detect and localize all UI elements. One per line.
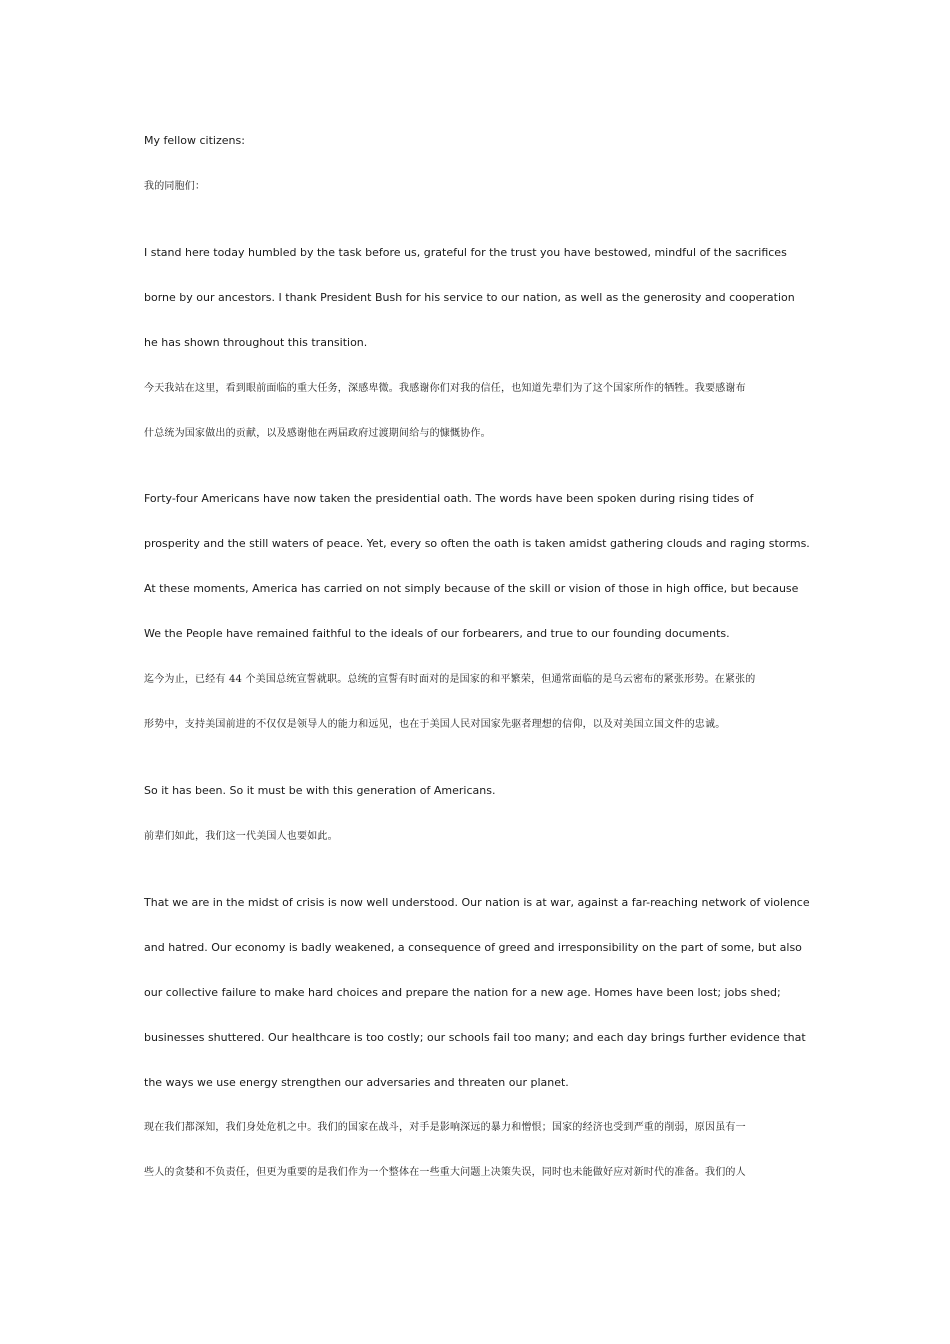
- text-line-p1-en-3: he has shown throughout this transition.: [144, 336, 368, 349]
- text-line-p2-en-4: We the People have remained faithful to the ideals of our forbearers, and true to our founding documents.: [144, 627, 730, 640]
- text-line-p2-en-2: prosperity and the still waters of peace. Yet, every so often the oath is taken amidst gathering clouds and raging storms.: [144, 537, 810, 550]
- text-line-p2-en-3: At these moments, America has carried on not simply because of the skill or vision of those in high office, but because: [144, 582, 799, 595]
- text-line-p2-en-1: Forty-four Americans have now taken the presidential oath. The words have been spoken during rising tides of: [144, 492, 754, 505]
- text-line-p4-en-4: businesses shuttered. Our healthcare is too costly; our schools fail too many; and each day brings further evidence that: [144, 1031, 806, 1044]
- text-line-p3-en-1: So it has been. So it must be with this generation of Americans.: [144, 784, 496, 797]
- text-line-p3-zh-1: 前辈们如此，我们这一代美国人也要如此。: [144, 831, 338, 842]
- text-line-p4-en-1: That we are in the midst of crisis is now well understood. Our nation is at war, against a far-reaching network of violence: [144, 896, 810, 909]
- text-line-salutation-zh: 我的同胞们：: [144, 181, 206, 192]
- text-line-p4-zh-2: 些人的贪婪和不负责任，但更为重要的是我们作为一个整体在一些重大问题上决策失误，同时也未能做好应对新时代的准备。我们的人: [144, 1167, 746, 1178]
- text-line-p1-zh-2: 什总统为国家做出的贡献，以及感谢他在两届政府过渡期间给与的慷慨协作。: [144, 428, 491, 439]
- text-line-p1-zh-1: 今天我站在这里，看到眼前面临的重大任务，深感卑微。我感谢你们对我的信任，也知道先辈们为了这个国家所作的牺牲。我要感谢布: [144, 383, 746, 394]
- text-line-p2-zh-2: 形势中，支持美国前进的不仅仅是领导人的能力和远见，也在于美国人民对国家先驱者理想的信仰，以及对美国立国文件的忠诚。: [144, 719, 726, 730]
- text-line-p4-zh-1: 现在我们都深知，我们身处危机之中。我们的国家在战斗，对手是影响深远的暴力和憎恨；国家的经济也受到严重的削弱，原因虽有一: [144, 1122, 746, 1133]
- text-line-p2-zh-1: 迄今为止，已经有 44 个美国总统宣誓就职。总统的宣誓有时面对的是国家的和平繁荣，但通常面临的是乌云密布的紧张形势。在紧张的: [144, 674, 756, 685]
- text-line-p4-en-3: our collective failure to make hard choices and prepare the nation for a new age. Homes have been lost; jobs shed;: [144, 986, 781, 999]
- text-line-salutation-en: My fellow citizens:: [144, 134, 245, 147]
- text-line-p4-en-5: the ways we use energy strengthen our adversaries and threaten our planet.: [144, 1076, 569, 1089]
- text-line-p4-en-2: and hatred. Our economy is badly weakened, a consequence of greed and irresponsibility on the part of some, but also: [144, 941, 802, 954]
- text-line-p1-en-2: borne by our ancestors. I thank President Bush for his service to our nation, as well as the generosity and cooperation: [144, 291, 795, 304]
- text-line-p1-en-1: I stand here today humbled by the task before us, grateful for the trust you have bestowed, mindful of the sacrifices: [144, 246, 787, 259]
